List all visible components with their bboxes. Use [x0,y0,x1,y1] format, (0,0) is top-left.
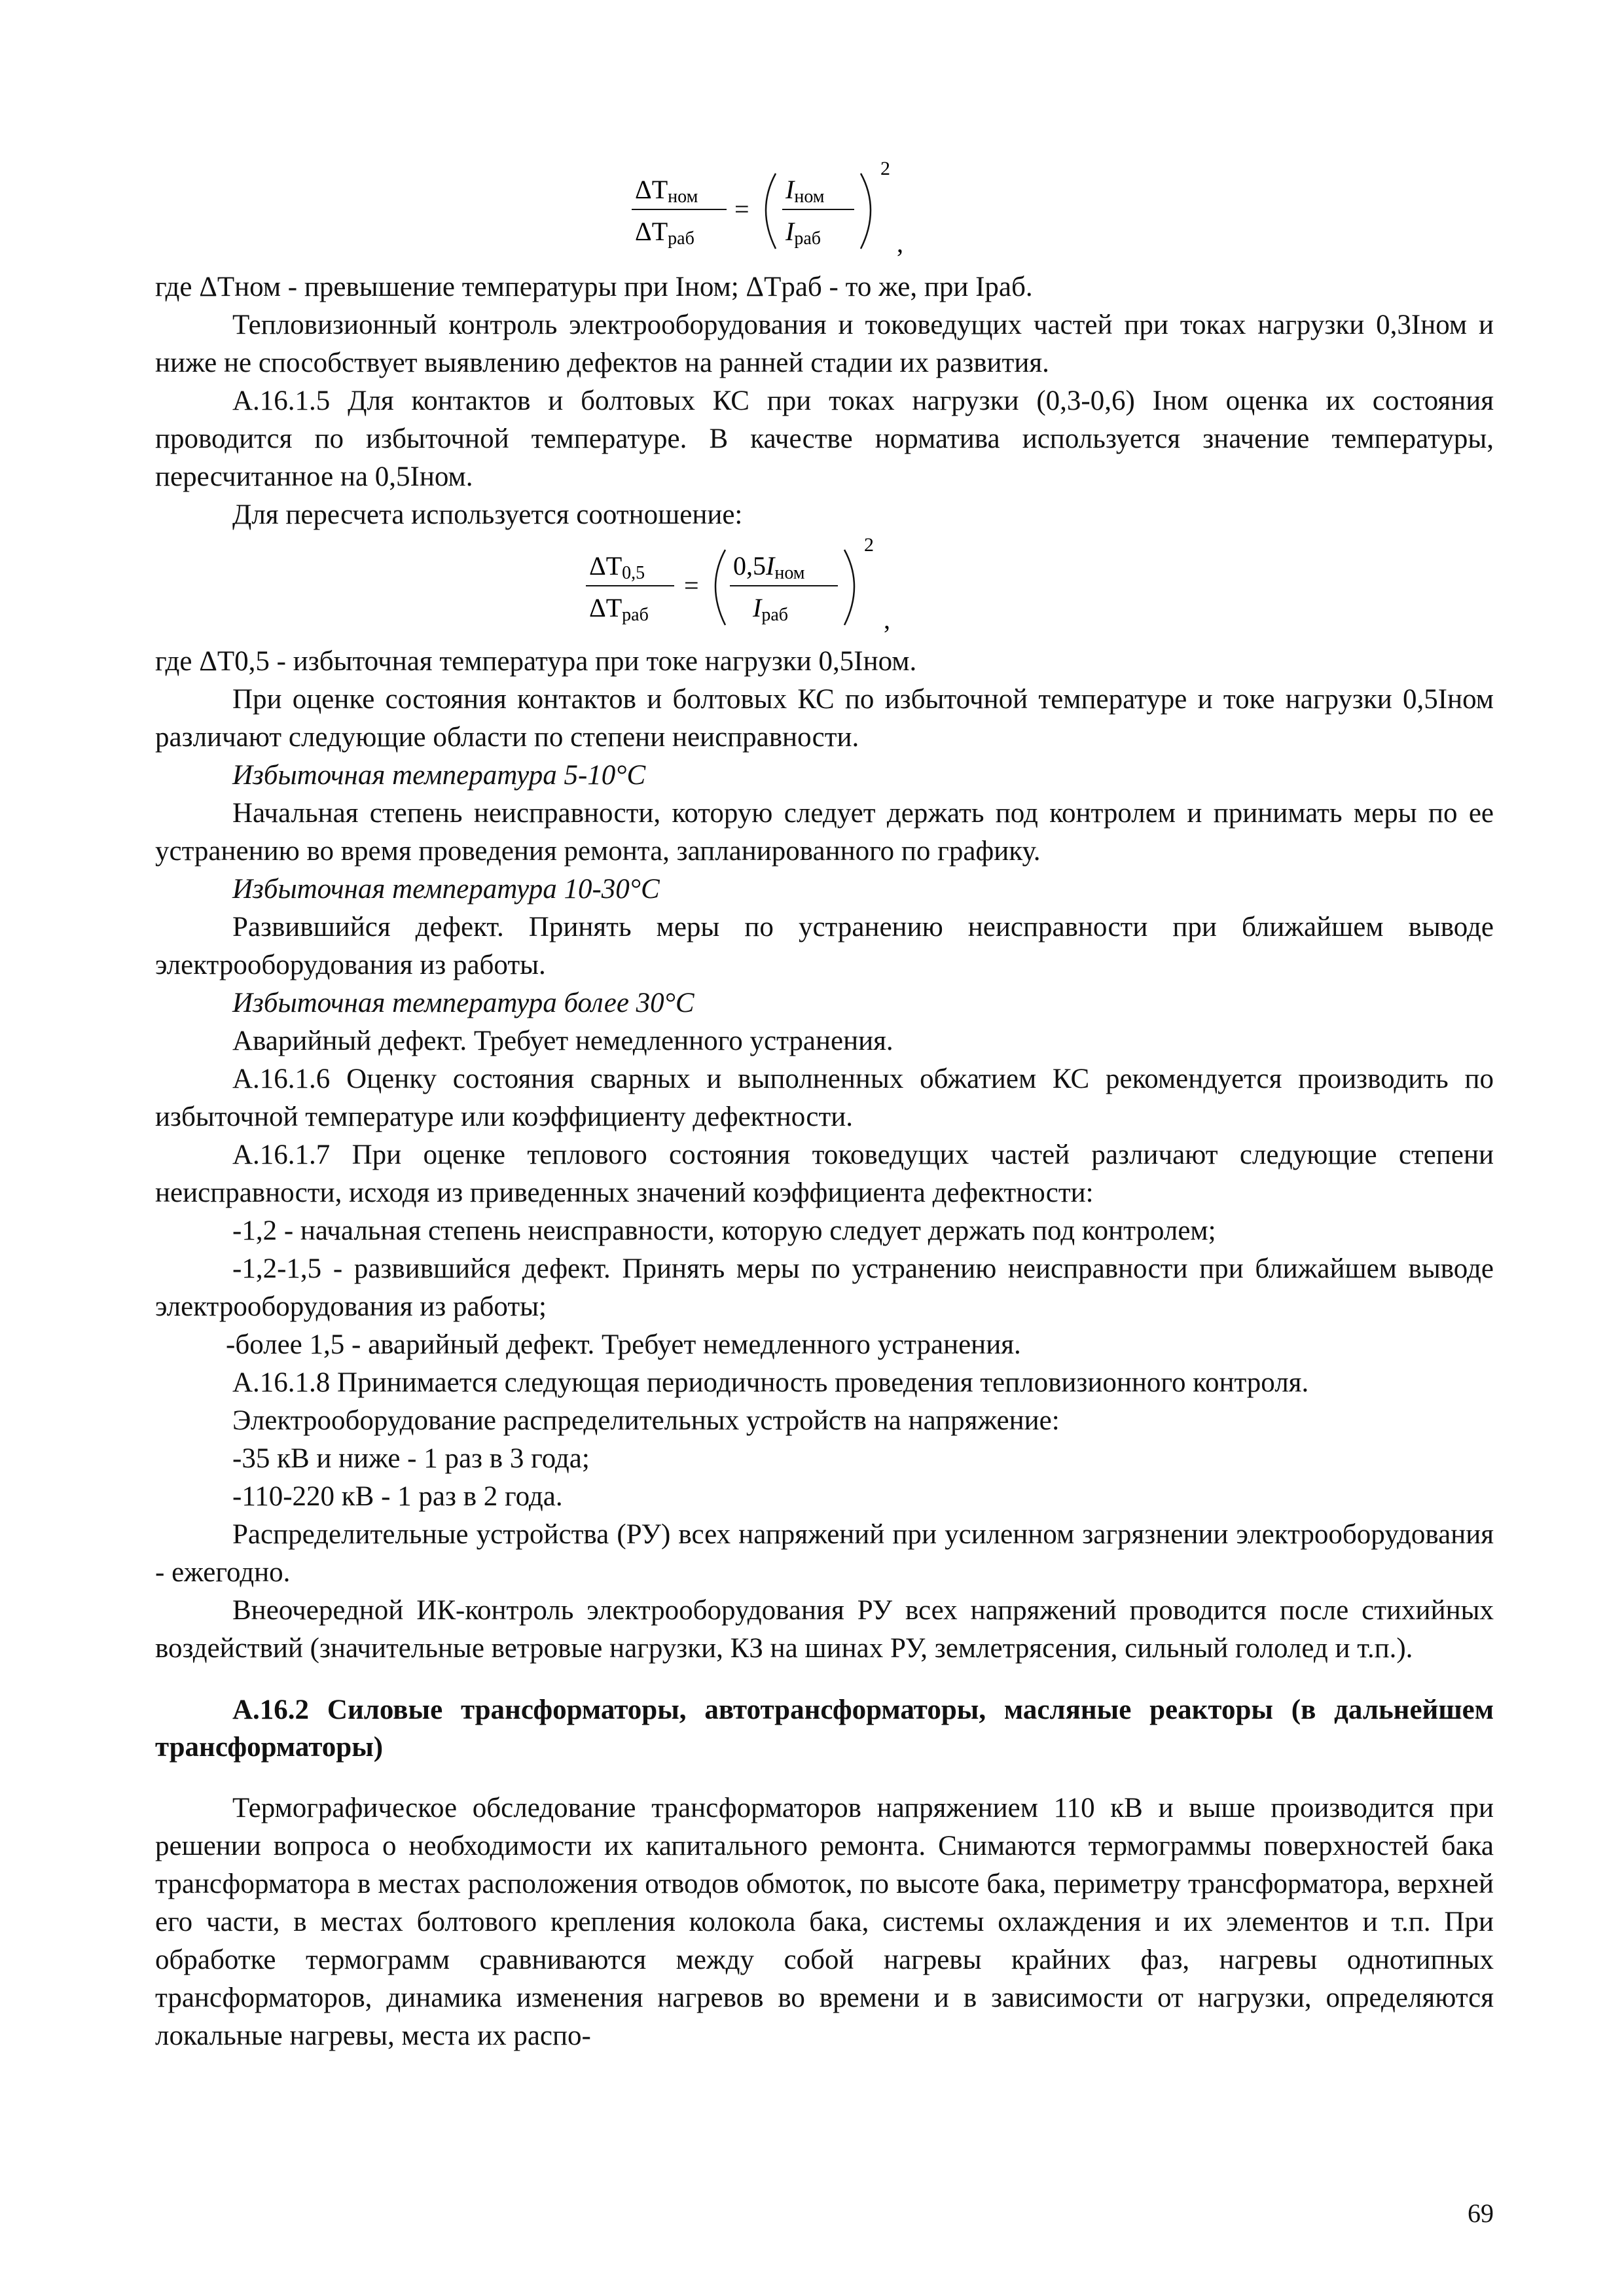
section-heading: А.16.2 Силовые трансформаторы, автотрансформаторы, масляные реакторы (в дальнейшем трансформаторы) [155,1695,1494,1763]
paragraph: А.16.1.5 Для контактов и болтовых КС при токах нагрузки (0,3-0,6) Iном оценка их состояния проводится по избыточной температуре. В качестве норматива используется значение температуры, пересчитанное на 0,5Iном. [155,386,1494,492]
f1-lhs-num: ΔTном [634,175,698,207]
paragraph: где ΔT0,5 - избыточная температура при токе нагрузки 0,5Iном. [155,646,917,677]
paragraph: Для пересчета используется соотношение: [232,499,743,530]
paragraph: Внеочередной ИК-контроль электрооборудования РУ всех напряжений проводится после стихийных воздействий (значительные ветровые нагрузки, КЗ на шинах РУ, землетрясения, сильный гололед и т.п.). [155,1595,1494,1664]
list-item: -110-220 кВ - 1 раз в 2 года. [232,1481,563,1512]
f2-lhs-num: ΔT0,5 [588,551,645,583]
f1-tail: , [896,228,903,258]
subheading-italic: Избыточная температура более 30°С [232,988,695,1018]
document-page [155,157,1494,2055]
paragraph: Аварийный дефект. Требует немедленного устранения. [232,1026,893,1056]
f2-lhs-den: ΔTраб [588,593,649,625]
svg-text:=: = [734,194,749,224]
subheading-italic: Избыточная температура 5-10°С [232,760,646,791]
f2-tail: , [883,605,890,634]
f2-rhs-den: Iраб [752,593,788,625]
list-item: -более 1,5 - аварийный дефект. Требует немедленного устранения. [226,1329,1021,1360]
paragraph: Начальная степень неисправности, которую следует держать под контролем и принимать меры по ее устранению во время проведения ремонта, запланированного по графику. [155,798,1494,867]
paragraph: При оценке состояния контактов и болтовых КС по избыточной температуре и токе нагрузки 0,5Iном различают следующие области по степени неисправности. [155,684,1494,753]
list-item: -35 кВ и ниже - 1 раз в 3 года; [232,1443,590,1474]
list-item: -1,2-1,5 - развившийся дефект. Принять меры по устранению неисправности при ближайшем выводе электрооборудования из работы; [155,1253,1494,1322]
paragraph: А.16.1.7 При оценке теплового состояния токоведущих частей различают следующие степени неисправности, исходя из приведенных значений коэффициента дефектности: [155,1139,1494,1208]
formula-2-svg [576,534,1074,635]
formula-temperature-ratio [155,157,1494,262]
f1-rhs-num: Iном [785,175,824,207]
paragraph: Термографическое обследование трансформаторов напряжением 110 кВ и выше производится при решении вопроса о необходимости их капитального ремонта. Снимаются термограммы поверхностей бака трансформатора в местах расположения отводов обмоток, по высоте бака, периметру трансформатора, верхней его части, в местах болтового крепления колокола бака, системы охлаждения и их элементов и т.п. При обработке термограмм сравниваются между собой нагревы крайних фаз, нагревы однотипных трансформаторов, динамика изменения нагревов во времени и в зависимости от нагрузки, определяются локальные нагревы, места их распо- [155,1793,1494,2051]
list-item: -1,2 - начальная степень неисправности, которую следует держать под контролем; [232,1215,1216,1246]
paragraph: Электрооборудование распределительных устройств на напряжение: [232,1405,1060,1436]
svg-text:=: = [683,571,699,600]
paragraph: где ΔTном - превышение температуры при Iном; ΔTраб - то же, при Iраб. [155,272,1033,302]
formula-temperature-recalc [155,534,1494,637]
f2-exp: 2 [863,534,874,556]
paragraph: Тепловизионный контроль электрооборудования и токоведущих частей при токах нагрузки 0,3Iном и ниже не способствует выявлению дефектов на ранней стадии их развития. [155,310,1494,378]
formula-1-svg [622,160,1028,259]
subheading-italic: Избыточная температура 10-30°С [232,874,660,905]
paragraph: Распределительные устройства (РУ) всех напряжений при усиленном загрязнении электрооборудования - ежегодно. [155,1519,1494,1588]
paragraph: Развившийся дефект. Принять меры по устранению неисправности при ближайшем выводе электрооборудования из работы. [155,912,1494,980]
f1-rhs-den: Iраб [785,217,821,249]
f1-exp: 2 [880,158,890,179]
f2-rhs-num: 0,5Iном [732,551,804,583]
paragraph: А.16.1.6 Оценку состояния сварных и выполненных обжатием КС рекомендуется производить по избыточной температуре или коэффициенту дефектности. [155,1064,1494,1132]
f1-lhs-den: ΔTраб [634,217,695,249]
page-number: 69 [1468,2198,1494,2228]
paragraph: А.16.1.8 Принимается следующая периодичность проведения тепловизионного контроля. [232,1367,1309,1398]
